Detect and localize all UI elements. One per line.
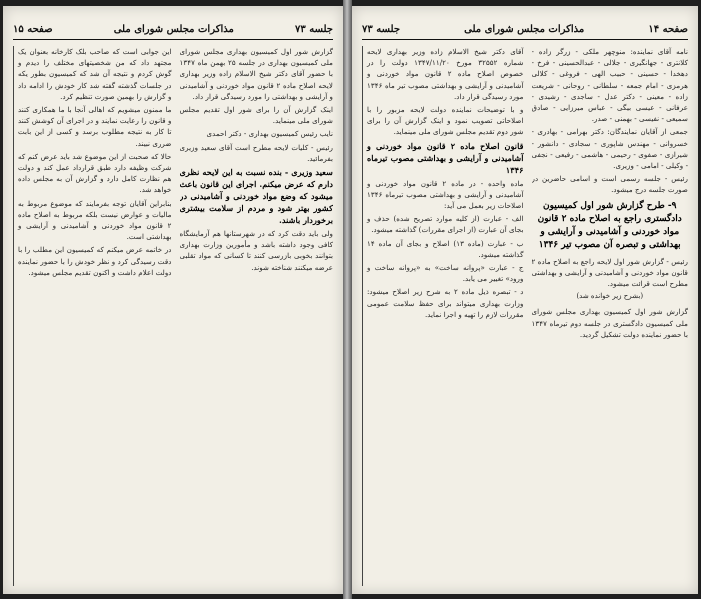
- paragraph: و با توضیحات نماینده دولت لایحه مزبور را با اصلاحاتی تصویب نمود و اینک گزارش آن را برای شور دوم تقدیم مجلس شورای ملی مینماید.: [367, 105, 524, 137]
- paragraph: ولی باید دقت کرد که در شهرستانها هم آزمایشگاه کافی وجود داشته باشد و مأمورین وزارت بهداری بتوانند بخوبی بازرسی کنند تا کسانی که مواد تقلبی عرضه میکنند شناخته شوند.: [179, 229, 333, 272]
- paragraph: آقای دکتر شیخ الاسلام زاده وزیر بهداری لایحه شماره ۳۲۵۵۲ مورخ ۱۳۴۷/۱۱/۲۰ دولت را در خصوص اصلاح ماده ۲ قانون مواد خوردنی و آشامیدنی و آرایشی و بهداشتی مصوب تیر ماه ۱۳۴۶ مورد رسیدگی قرار داد.: [367, 47, 524, 101]
- paragraph: گزارش شور اول کمیسیون بهداری مجلس شورای ملی کمیسیون بهداری در جلسه ۲۵ بهمن ماه ۱۳۴۷ با حضور آقای دکتر شیخ الاسلام زاده وزیر بهداری لایحه اصلاح ماده ۲ قانون مواد خوردنی و آشامیدنی و آرایشی و بهداشتی را مورد رسیدگی قرار داد.: [179, 47, 333, 101]
- left-page-columns: [13, 46, 333, 586]
- paragraph: ماده واحده - در ماده ۲ قانون مواد خوردنی و آشامیدنی و آرایشی و بهداشتی مصوب تیرماه ۱۳۴۶ اصلاحات زیر بعمل می آید:: [367, 178, 524, 211]
- paragraph: اینک گزارش آن را برای شور اول تقدیم مجلس شورای ملی مینماید.: [179, 105, 333, 126]
- left-page-title: مذاکرات مجلس شورای ملی: [113, 23, 234, 35]
- right-page-columns: [362, 46, 688, 586]
- paragraph: نایب رئیس کمیسیون بهداری - دکتر احمدی: [206, 129, 333, 139]
- right-page-session: جلسه ۷۳: [362, 23, 401, 35]
- read-note: (بشرح زیر خوانده شد): [576, 292, 644, 301]
- left-page-header: [13, 22, 333, 40]
- paragraph: ج - عبارت «پروانه ساخت» به «پروانه ساخت و ورود» تغییر می یابد.: [367, 263, 524, 284]
- right-page: [352, 6, 698, 594]
- paragraph: د - تبصره ذیل ماده ۲ به شرح زیر اصلاح میشود: وزارت بهداری میتواند برای حفظ سلامت عمومی مقررات لازم را تهیه و اجرا نماید.: [367, 287, 524, 319]
- right-page-number: صفحه ۱۴: [648, 23, 688, 35]
- paragraph: حالا که صحبت از این موضوع شد باید عرض کنم که شرکت وظیفه دارد طبق قرارداد عمل کند و دولت هم نظارت کامل دارد و گزارش آن به مجلس داده خواهد شد.: [18, 151, 172, 195]
- paragraph: الف - عبارت (از کلیه موارد تصریح شده) حذف و بجای آن عبارت (از اجرای مقررات) گذاشته میشود.: [367, 214, 524, 235]
- paragraph: نامه آقای نماینده: منوچهر ملکی - زرگر زاده - کلانتری - جهانگیری - جلالی - عبدالحسینی - فرخ - دهخدا - حسینی - حبیب الهی - فروغی - کلالی هرمزی - امام جمعه - سلطانی - روحانی - شریعت زاده - معینی - دکتر عدل - ساجدی - رشیدی - عرفانی - عیسی بیگی - عباس میرزایی - صادق سمیعی - نفیسی - بهمنی - صدر.: [531, 47, 688, 124]
- paragraph: ما ممنون میشویم که اهالی آنجا با ما همکاری کنند و قانون را رعایت نمایند و در اجرای آن کوشش کنند تا کار به نتیجه مطلوب برسد و کسی از این بابت ضرری نبیند.: [18, 105, 172, 148]
- paragraph: رئیس - جلسه رسمی است و اسامی حاضرین در صورت جلسه درج میشود.: [531, 174, 688, 195]
- section-heading: ۹- طرح گزارش شور اول کمیسیون دادگستری راجع به اصلاح ماده ۲ قانون مواد خوردنی و آشامیدنی و آرایشی و بهداشتی و تبصره آن مصوب تیر ۱۳۴۶: [537, 200, 682, 250]
- paragraph-speaker: سعید وزیری - بنده نسبت به این لایحه نظری دارم که عرض میکنم. اجرای این قانون باعث میشود که وضع مواد خوردنی و آشامیدنی در کشور بهتر شود و مردم از سلامت بیشتری برخوردار باشند.: [179, 167, 333, 226]
- left-page: [3, 6, 343, 594]
- right-page-title: مذاکرات مجلس شورای ملی: [464, 23, 585, 35]
- left-page-number: صفحه ۱۵: [13, 23, 53, 35]
- paragraph: گزارش شور اول کمیسیون بهداری مجلس شورای ملی کمیسیون دادگستری در جلسه دوم تیرماه ۱۳۴۷ با حضور نماینده دولت تشکیل گردید.: [531, 307, 688, 339]
- paragraph: این جوابی است که صاحب بلک کارخانه بعنوان یک مجتهد داد که من شخصیتهای مختلف را دیدم و گوش کردم و نتیجه آن شد که کمیسیون بطور یکه در جلسات گذشته گفته شد کار خودش را ادامه داد و گزارش را بهمین صورت تنظیم کرد.: [18, 47, 172, 101]
- paragraph: رئیس - کلیات لایحه مطرح است آقای سعید وزیری بفرمائید.: [179, 142, 333, 163]
- paragraph: بنابراین آقایان توجه بفرمایند که موضوع مربوط به مالیات و عوارض نیست بلکه مربوط به اصلاح ماده ۲ قانون مواد خوردنی و آشامیدنی و آرایشی و بهداشتی است.: [18, 198, 172, 242]
- right-page-column-left: [362, 46, 524, 586]
- paragraph: در خاتمه عرض میکنم که کمیسیون این مطلب را با دقت رسیدگی کرد و نظر خودش را با حضور نماینده دولت اعلام داشت و اکنون تقدیم مجلس میشود.: [18, 245, 172, 277]
- left-page-column-left: [13, 46, 172, 586]
- right-page-header: [362, 22, 688, 40]
- law-title: قانون اصلاح ماده ۲ قانون مواد خوردنی و آشامیدنی و آرایشی و بهداشتی مصوب تیرماه ۱۳۴۶: [367, 140, 524, 175]
- paragraph: جمعی از آقایان نمایندگان: دکتر بهرامی - بهادری - خسروانی - مهندس شاپوری - سجادی - دانشور - شیرازی - صفوی - رحیمی - هاشمی - رفیعی - نجفی - وکیلی - امامی - وزیری.: [531, 127, 688, 171]
- paragraph: ب - عبارت (ماده ۱۳) اصلاح و بجای آن ماده ۱۴ گذاشته میشود.: [367, 238, 524, 259]
- right-page-column-right: [532, 46, 689, 586]
- book-gutter: [343, 0, 352, 599]
- paragraph: رئیس - گزارش شور اول لایحه راجع به اصلاح ماده ۲ قانون مواد خوردنی و آشامیدنی و آرایشی و بهداشتی مطرح است قرائت میشود.: [531, 256, 688, 289]
- left-page-session: جلسه ۷۳: [294, 23, 333, 35]
- left-page-column-right: [180, 46, 334, 586]
